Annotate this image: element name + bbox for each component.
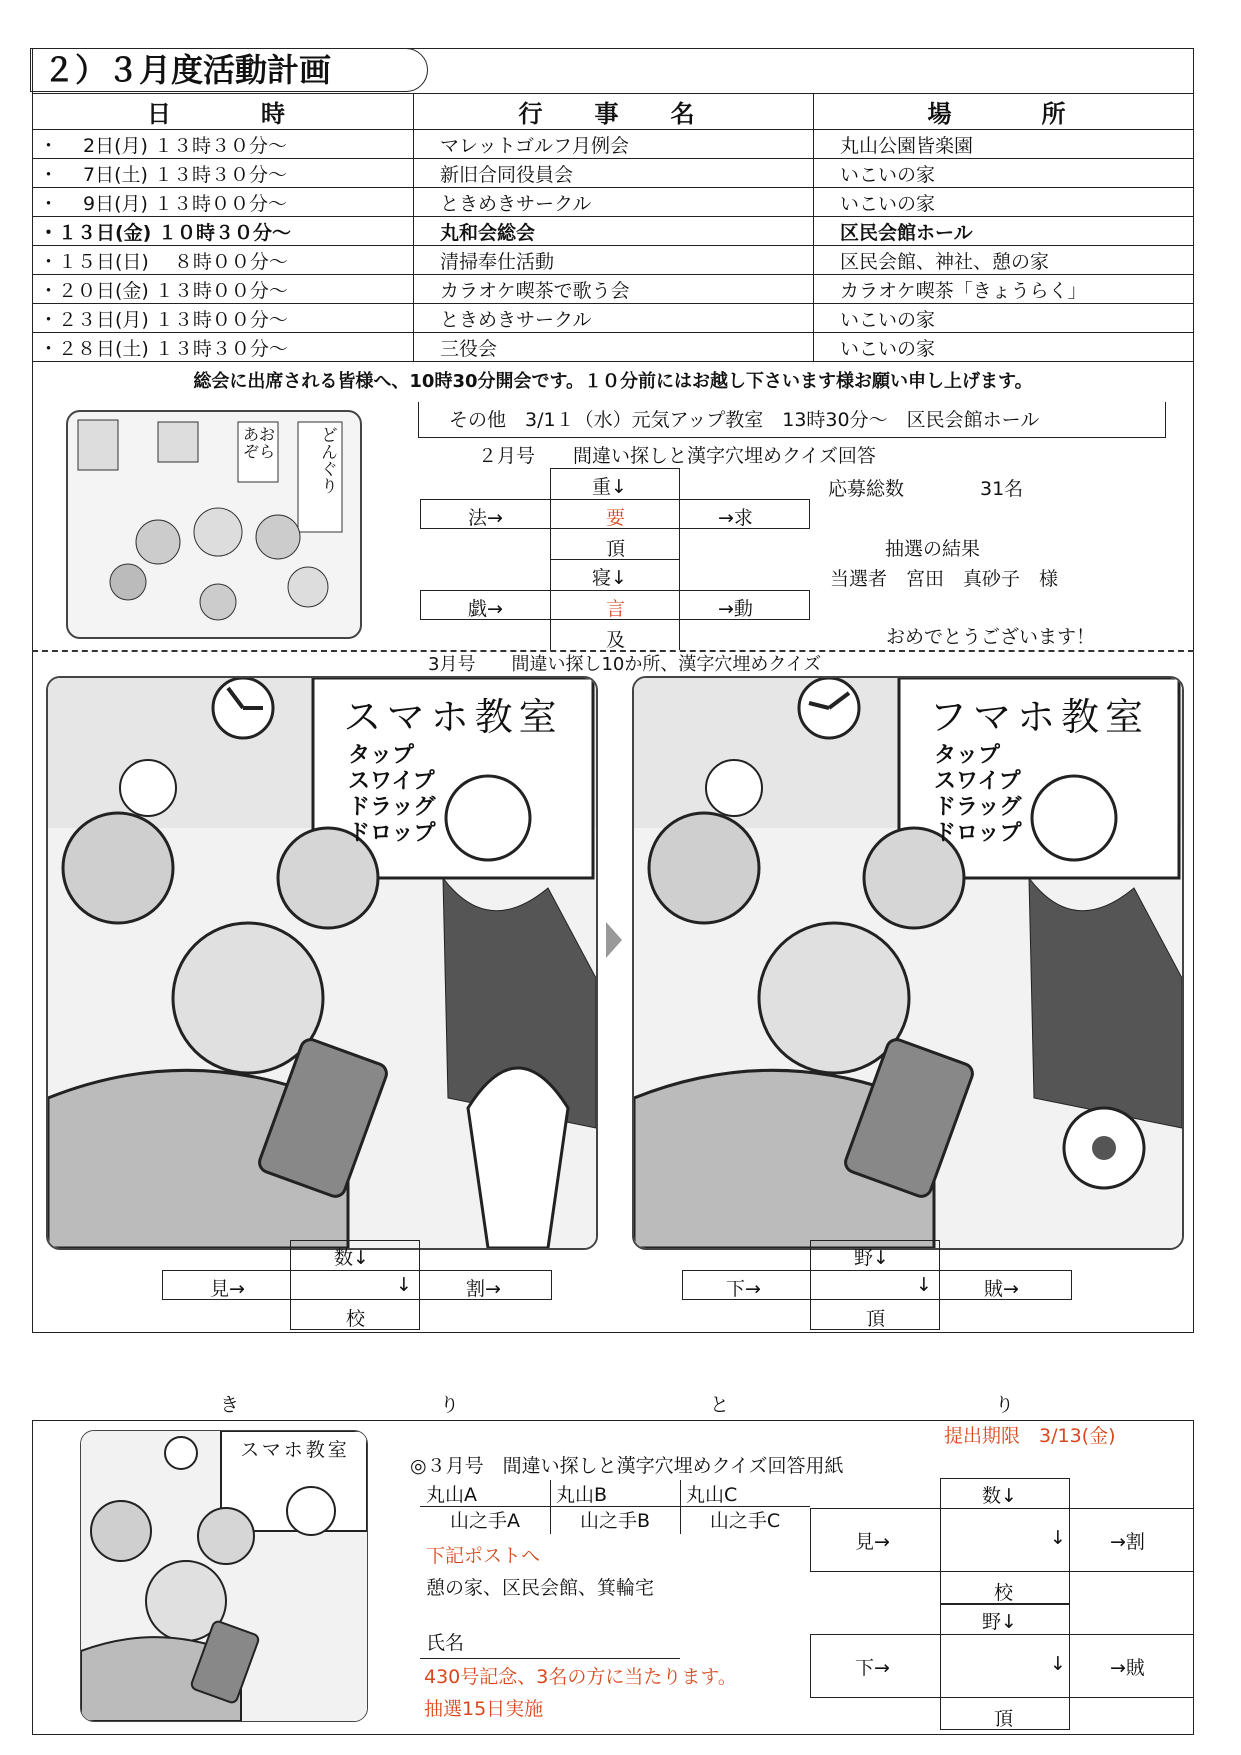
thumb-board-title: スマホ教室 [240,1439,350,1461]
row-date: ・２３日(月) １３時００分～ [33,304,414,333]
row-event: カラオケ喫茶で歌う会 [414,275,814,304]
row-date: ・ 2日(月) １３時３０分～ [33,130,414,159]
row-place: カラオケ喫茶「きょうらく」 [814,275,1194,304]
row-date: ・２８日(土) １３時３０分～ [33,333,414,362]
group-option-maruyama-a[interactable] [420,1480,551,1507]
arrow-right-icon [604,920,624,960]
march-puzzle2-left: 下→ [726,1278,761,1300]
march-puzzle2-bottom: 頂 [866,1308,886,1330]
row-place: 区民会館ホール [814,217,1194,246]
cut-char-3: と [710,1394,730,1416]
section-title: ２）３月度活動計画 [30,48,428,92]
row-place: いこいの家 [814,188,1194,217]
feb-puzzle1-right: →求 [718,507,753,529]
row-event: ときめきサークル [414,304,814,333]
table-row [33,217,1194,246]
march-heading: 3月号 間違い探し10か所、漢字穴埋めクイズ [428,654,822,675]
row-date: ・２０日(金) １３時００分～ [33,275,414,304]
march-puzzle1-left: 見→ [210,1278,245,1300]
feb-puzzle1-top: 重↓ [592,476,627,498]
post-label: 下記ポストへ [426,1545,541,1567]
submission-deadline: 提出期限 3/13(金) [944,1425,1116,1447]
board-line-3: ドラッグ [934,795,1022,820]
board-title-left: スマホ教室 [343,695,563,739]
march-puzzle2-mid: ↓ [916,1274,932,1296]
group-option-yamanote-a[interactable] [420,1506,551,1534]
march-puzzle1-right: 割→ [466,1278,501,1300]
meeting-notice: 総会に出席される皆様へ、10時30分開会です。１０分前にはお越し下さいます様お願い申し上げます。 [193,371,1033,392]
smartphone-class-illustration-icon [634,678,1182,1248]
lottery-result: 抽選の結果 [885,538,981,560]
applicants-value: 31名 [980,478,1024,500]
row-place: 丸山公園皆楽園 [814,130,1194,159]
board-line-2: スワイプ [934,769,1021,794]
feb-illustration [66,410,362,639]
schedule-table [32,93,1194,362]
feb-puzzle2-bottom: 及 [606,629,626,651]
row-event: 丸和会総会 [414,217,814,246]
group-label: 山之手B [579,1510,651,1532]
header-event: 行 事 名 [414,94,814,130]
table-row [33,275,1194,304]
form-puzzle1-top: 数↓ [982,1485,1017,1507]
form-puzzle1-bottom: 校 [994,1582,1014,1604]
table-row [33,188,1194,217]
board-line-1: タップ [348,743,415,768]
row-date: ・１３日(金) １０時３０分～ [33,217,414,246]
lottery-date: 抽選15日実施 [424,1698,544,1720]
row-event: 清掃奉仕活動 [414,246,814,275]
table-row [33,304,1194,333]
board-line-3: ドラッグ [348,795,436,820]
group-label: 丸山C [686,1484,738,1506]
name-label: 氏名 [426,1632,465,1654]
smartphone-class-illustration-icon [48,678,596,1248]
form-puzzle1-right: →割 [1110,1531,1145,1553]
cut-char-4: り [995,1394,1015,1416]
congrats-text: おめでとうございます！ [886,626,1096,648]
row-event: 三役会 [414,333,814,362]
form-puzzle1-left: 見→ [855,1531,890,1553]
form-title: ◎３月号 間違い探しと漢字穴埋めクイズ回答用紙 [410,1455,844,1477]
march-puzzle2-right: 賊→ [984,1278,1019,1300]
other-event: その他 3/1１（水）元気アップ教室 13時30分～ 区民会館ホール [418,402,1166,438]
post-places: 憩の家、区民会館、箕輪宅 [426,1577,655,1599]
applicants-label: 応募総数 [828,478,905,500]
form-puzzle2-bottom: 頂 [994,1708,1014,1730]
form-illustration [80,1430,368,1722]
header-place: 場 所 [814,94,1194,130]
board-title-right: フマホ教室 [928,695,1149,739]
march-puzzle1-top: 数↓ [334,1247,369,1269]
form-puzzle1-mid: ↓ [1050,1527,1066,1549]
board-line-2: スワイプ [348,769,435,794]
row-place: いこいの家 [814,304,1194,333]
feb-puzzle2-right: →動 [718,598,753,620]
group-option-maruyama-b[interactable] [550,1480,681,1507]
march-puzzle1-mid: ↓ [396,1274,412,1296]
prize-note: 430号記念、3名の方に当たります。 [424,1666,737,1688]
group-label: 山之手C [709,1510,781,1532]
row-date: ・１５日(日) ８時００分～ [33,246,414,275]
feb-puzzle1-left: 法→ [468,507,503,529]
row-place: いこいの家 [814,333,1194,362]
march-puzzle2-top: 野↓ [854,1247,889,1269]
group-label: 丸山B [556,1484,608,1506]
poster-left-text: あおぞら [242,425,275,461]
row-date: ・ 7日(土) １３時３０分～ [33,159,414,188]
march-picture-right [632,676,1184,1250]
row-place: 区民会館、神社、憩の家 [814,246,1194,275]
group-checkbox-row [420,1480,810,1534]
table-row [33,246,1194,275]
row-event: 新旧合同役員会 [414,159,814,188]
board-line-4: ドロップ [348,821,436,846]
feb-puzzle1-bottom: 頂 [606,538,626,560]
feb-puzzle2-left: 戯→ [468,598,503,620]
header-date: 日 時 [33,94,414,130]
group-label: 丸山A [426,1484,477,1506]
form-puzzle2-right: →賊 [1110,1657,1145,1679]
form-puzzle2-mid: ↓ [1050,1653,1066,1675]
form-puzzle2-left: 下→ [855,1657,890,1679]
march-puzzle1-bottom: 校 [346,1308,366,1330]
march-picture-left [46,676,598,1250]
table-row [33,159,1194,188]
name-field[interactable] [420,1628,680,1659]
table-row [33,130,1194,159]
cut-char-2: り [440,1394,460,1416]
row-event: ときめきサークル [414,188,814,217]
poster-right-text: どんぐり [317,426,337,494]
form-puzzle2-top: 野↓ [982,1611,1017,1633]
schedule-header-row [33,94,1194,130]
winner-name: 当選者 宮田 真砂子 様 [830,568,1059,590]
feb-puzzle1-answer: 要 [606,507,626,529]
cut-char-1: き [220,1394,240,1416]
feb-heading: ２月号 間違い探しと漢字穴埋めクイズ回答 [478,445,876,467]
group-option-yamanote-c[interactable] [680,1506,810,1534]
feb-puzzle2-answer: 言 [606,598,626,620]
group-label: 山之手A [450,1510,520,1532]
board-line-1: タップ [934,743,1001,768]
row-event: マレットゴルフ月例会 [414,130,814,159]
board-line-4: ドロップ [934,821,1022,846]
feb-puzzle2-top: 寝↓ [592,567,627,589]
smartphone-class-thumbnail-icon [81,1431,367,1721]
group-option-yamanote-b[interactable] [550,1506,681,1534]
row-place: いこいの家 [814,159,1194,188]
group-option-maruyama-c[interactable] [680,1480,810,1507]
row-date: ・ 9日(月) １３時００分～ [33,188,414,217]
table-row [33,333,1194,362]
